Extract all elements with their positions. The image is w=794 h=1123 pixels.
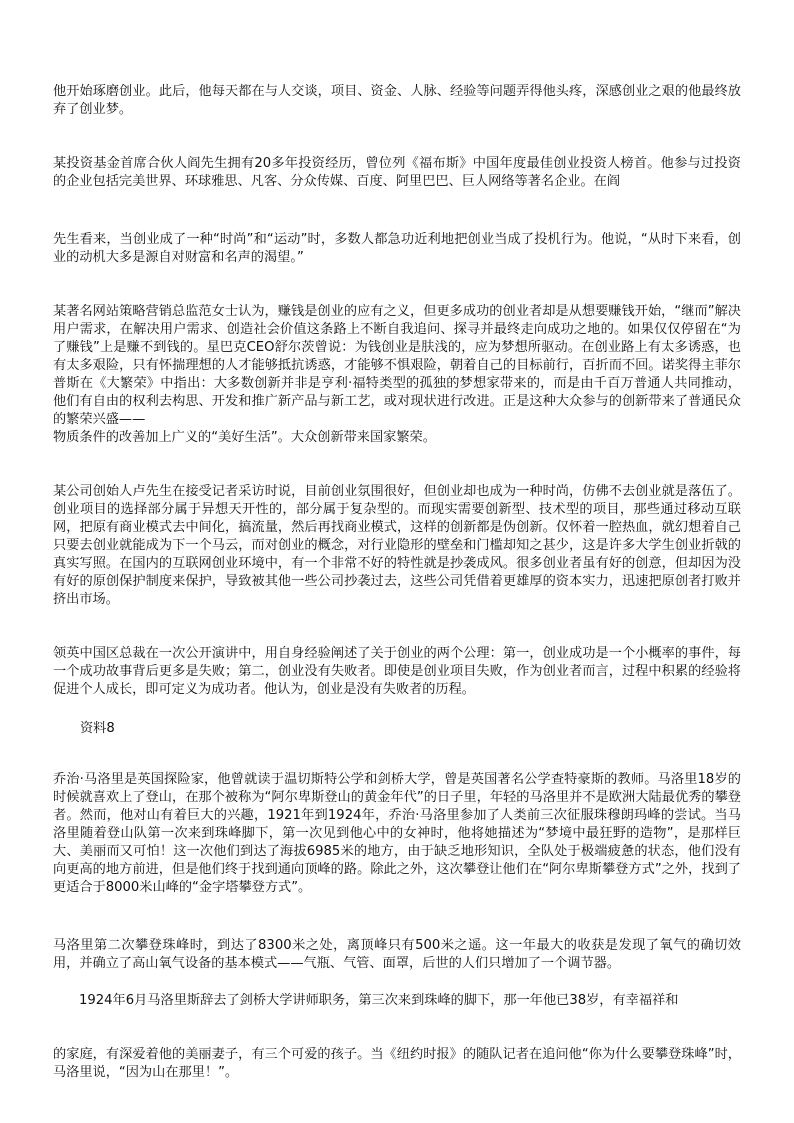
- paragraph-1: 他开始琢磨创业。此后，他每天都在与人交谈，项目、资金、人脉、经验等问题弄得他头疼，深感创业之艰的他最终放弃了创业梦。: [53, 84, 741, 117]
- paragraph-2: 某投资基金首席合伙人阎先生拥有20多年投资经历，曾位列《福布斯》中国年度最佳创业投资人榜首。他参与过投资的企业包括完美世界、环球雅思、凡客、分众传媒、百度、阿里巴巴、巨人网络等著名企业。在阎: [53, 156, 741, 189]
- paragraph-3: 先生看来，当创业成了一种“时尚”和“运动”时，多数人都急功近利地把创业当成了投机行为。他说，“从时下来看，创业的动机大多是源自对财富和名声的渴望。”: [53, 232, 741, 265]
- paragraph-6: 某公司创始人卢先生在接受记者采访时说，目前创业氛围很好，但创业却也成为一种时尚，仿佛不去创业就是落伍了。创业项目的选择部分属于异想天开性的，部分属于复杂型的。而现实需要创新型、技术型的项目，那些通过移动互联网，把原有商业模式去中间化，搞流量，然后再找商业模式，这样的创新都是伪创新。仅怀着一腔热血，就幻想着自己只要去创业就能成为下一个马云，而对创业的概念，对行业隐形的壁垒和门槛却知之甚少，这是许多大学生创业折戟的真实写照。在国内的互联网创业环境中，有一个非常不好的特性就是抄袭成风。很多创业者虽有好的创意，但却因为没有好的原创保护制度来保护，导致被其他一些公司抄袭过去，这些公司凭借着更雄厚的资本实力，迅速把原创者打败并挤出市场。: [53, 484, 741, 607]
- paragraph-9: 马洛里第二次攀登珠峰时，到达了8300米之处，离顶峰只有500米之遥。这一年最大的收获是发现了氧气的确切效用，并确立了高山氧气设备的基本模式——气瓶、气管、面罩，后世的人们只增加了一个调节器。: [53, 938, 741, 971]
- section-heading: 资料8: [80, 721, 115, 736]
- paragraph-5: 物质条件的改善加上广义的“美好生活”。大众创新带来国家繁荣。: [53, 430, 436, 445]
- paragraph-11: 的家庭，有深爱着他的美丽妻子，有三个可爱的孩子。当《纽约时报》的随队记者在追问他“你为什么要攀登珠峰”时，马洛里说，“因为山在那里！”。: [53, 1047, 741, 1080]
- paragraph-8: 乔治·马洛里是英国探险家，他曾就读于温切斯特公学和剑桥大学，曾是英国著名公学查特豪斯的教师。马洛里18岁的时候就喜欢上了登山，在那个被称为“阿尔卑斯登山的黄金年代”的日子里，年轻的马洛里并不是欧洲大陆最优秀的攀登者。然而，他对山有着巨大的兴趣，1921年到1924年，乔治·马洛里参加了人类前三次征服珠穆朗玛峰的尝试。当马洛里随着登山队第一次来到珠峰脚下，第一次见到他心中的女神时，他将她描述为“梦境中最狂野的造物”，是那样巨大、美丽而又可怕！这一次他们到达了海拔6985米的地方，由于缺乏地形知识，全队处于极端疲惫的状态，他们没有向更高的地方前进，但是他们终于找到通向顶峰的路。除此之外，这次攀登让他们在“阿尔卑斯攀登方式”之外，找到了更适合于8000米山峰的“金字塔攀登方式”。: [53, 772, 741, 895]
- paragraph-10: 1924年6月马洛里斯辞去了剑桥大学讲师职务，第三次来到珠峰的脚下，那一年他已38岁，有幸福祥和: [79, 993, 679, 1008]
- paragraph-7: 领英中国区总裁在一次公开演讲中，用自身经验阐述了关于创业的两个公理：第一，创业成功是一个小概率的事件，每一个成功故事背后更多是失败；第二，创业没有失败者。即使是创业项目失败，作为创业者而言，过程中积累的经验将促进个人成长，即可定义为成功者。他认为，创业是没有失败者的历程。: [53, 646, 741, 697]
- paragraph-4: 某著名网站策略营销总监范女士认为，赚钱是创业的应有之义，但更多成功的创业者却是从想要赚钱开始，“继而”解决用户需求，在解决用户需求、创造社会价值这条路上不断自我追问、探寻并最终走向成功之地的。如果仅仅停留在“为了赚钱”上是赚不到钱的。星巴克CEO舒尔茨曾说：为钱创业是肤浅的，应为梦想所驱动。在创业路上有太多诱惑，也有太多艰险，只有怀揣理想的人才能够抵抗诱惑，才能够不惧艰险，朝着自己的目标前行，百折而不回。诺奖得主菲尔普斯在《大繁荣》中指出：大多数创新并非是亨利·福特类型的孤独的梦想家带来的，而是由千百万普通人共同推动，他们有自由的权利去构思、开发和推广新产品与新工艺，或对现状进行改进。正是这种大众参与的创新带来了普通民众的繁荣兴盛——: [53, 304, 741, 427]
